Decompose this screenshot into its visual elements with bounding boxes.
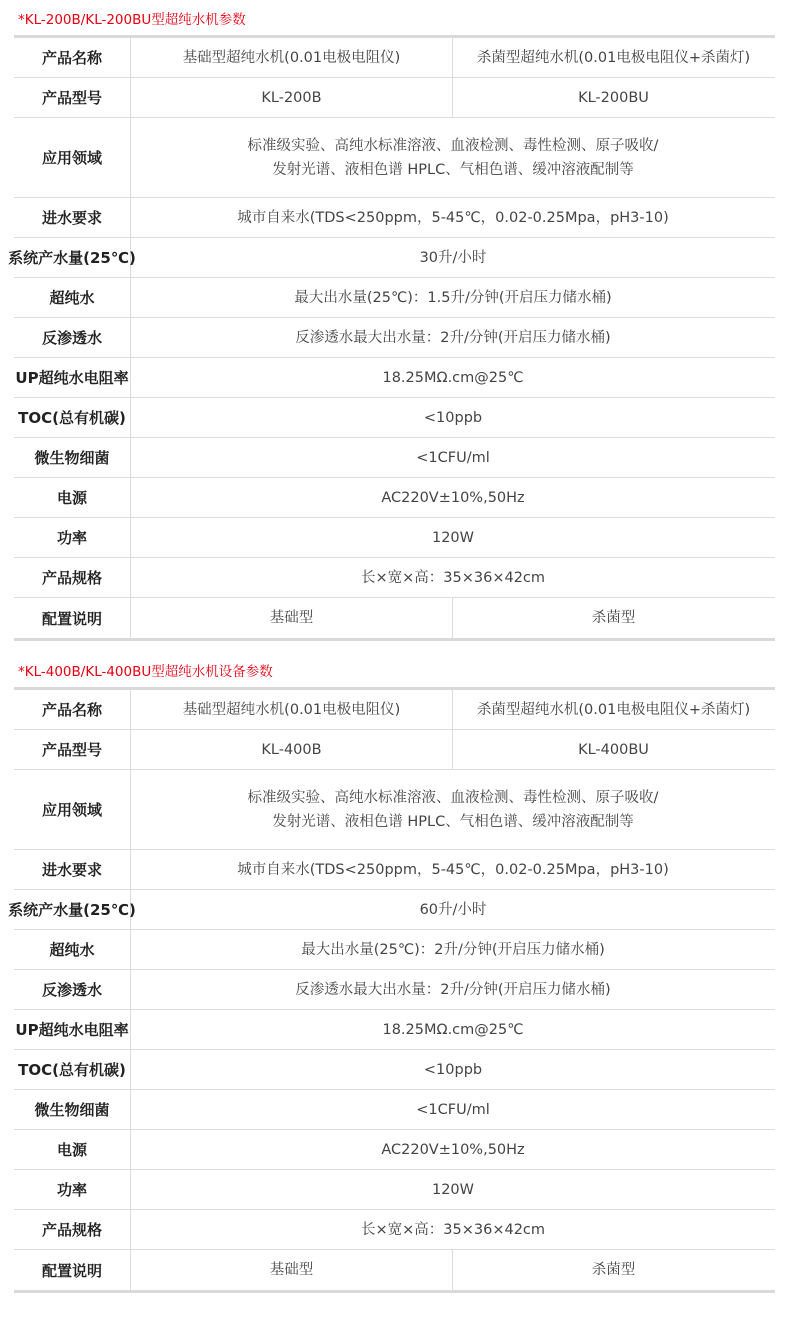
row-label: 系统产水量(25℃) xyxy=(14,890,131,929)
cell-value xyxy=(131,770,775,849)
row-label: 功率 xyxy=(14,1170,131,1209)
table-row-output xyxy=(8,890,775,930)
cell-value: <1CFU/ml xyxy=(416,449,490,466)
application-line-2: 发射光谱、液相色谱 HPLC、气相色谱、缓冲溶液配制等 xyxy=(272,813,634,830)
application-line-1: 标准级实验、高纯水标准溶液、血液检测、毒性检测、原子吸收/ xyxy=(247,789,659,806)
table-row-model xyxy=(14,730,775,770)
spec-table xyxy=(8,687,775,1293)
table-row-application xyxy=(14,118,775,198)
cell-value: 120W xyxy=(431,529,474,546)
table-row-size xyxy=(14,558,775,598)
row-label: 应用领域 xyxy=(14,770,131,849)
table-row-product-name xyxy=(14,690,775,730)
row-label: 电源 xyxy=(14,478,131,517)
cell-value: 30升/小时 xyxy=(419,249,487,266)
cell-value: 基础型 xyxy=(131,598,453,638)
row-label: 反渗透水 xyxy=(14,318,131,357)
section-title: *KL-400B/KL-400BU型超纯水机设备参数 xyxy=(18,664,273,680)
row-label: 进水要求 xyxy=(14,850,131,889)
cell-value: AC220V±10%,50Hz xyxy=(381,489,525,506)
row-label: 产品型号 xyxy=(14,78,131,117)
section-title: *KL-200B/KL-200BU型超纯水机参数 xyxy=(18,12,246,28)
row-label: TOC(总有机碳) xyxy=(14,1050,131,1089)
row-label: UP超纯水电阻率 xyxy=(14,358,131,397)
cell-value: 最大出水量(25℃)：2升/分钟(开启压力储水桶) xyxy=(301,941,605,958)
row-label: TOC(总有机碳) xyxy=(14,398,131,437)
cell-value: 基础型超纯水机(0.01电极电阻仪) xyxy=(131,690,453,729)
cell-value: KL-400BU xyxy=(578,741,649,758)
row-label: 系统产水量(25℃) xyxy=(14,238,131,277)
table-row-microbe xyxy=(14,438,775,478)
row-label: 进水要求 xyxy=(14,198,131,237)
cell-value: 杀菌型超纯水机(0.01电极电阻仪+杀菌灯) xyxy=(476,701,751,718)
cell-value: 最大出水量(25℃)：1.5升/分钟(开启压力储水桶) xyxy=(294,289,612,306)
application-line-1: 标准级实验、高纯水标准溶液、血液检测、毒性检测、原子吸收/ xyxy=(247,137,659,154)
application-line-2: 发射光谱、液相色谱 HPLC、气相色谱、缓冲溶液配制等 xyxy=(272,161,634,178)
table-row-power xyxy=(14,1170,775,1210)
table-row-inlet xyxy=(14,850,775,890)
cell-value: 反渗透水最大出水量：2升/分钟(开启压力储水桶) xyxy=(295,981,611,998)
row-label: 超纯水 xyxy=(14,930,131,969)
table-row-microbe xyxy=(14,1090,775,1130)
row-label: 产品名称 xyxy=(14,38,131,77)
cell-value: 120W xyxy=(431,1181,474,1198)
table-row-config xyxy=(14,1250,775,1290)
table-row-model xyxy=(14,78,775,118)
cell-value: KL-200BU xyxy=(578,89,649,106)
table-row-application xyxy=(14,770,775,850)
row-label: 微生物细菌 xyxy=(14,1090,131,1129)
table-row-product-name xyxy=(14,38,775,78)
row-label: 功率 xyxy=(14,518,131,557)
table-row-ultrapure xyxy=(14,278,775,318)
row-label: 产品型号 xyxy=(14,730,131,769)
table-row-resistivity xyxy=(14,358,775,398)
cell-value: 杀菌型超纯水机(0.01电极电阻仪+杀菌灯) xyxy=(476,49,751,66)
cell-value: 城市自来水(TDS<250ppm，5-45℃，0.02-0.25Mpa，pH3-10) xyxy=(237,209,669,226)
cell-value: <10ppb xyxy=(423,1061,483,1078)
cell-value: 杀菌型 xyxy=(591,610,636,626)
cell-value: <1CFU/ml xyxy=(416,1101,490,1118)
row-label: 电源 xyxy=(14,1130,131,1169)
cell-value: 18.25MΩ.cm@25℃ xyxy=(382,369,524,386)
spec-table xyxy=(8,35,775,641)
row-label: 产品名称 xyxy=(14,690,131,729)
cell-value xyxy=(131,118,775,197)
table-row-config xyxy=(14,598,775,638)
table-row-ultrapure xyxy=(14,930,775,970)
row-label: 反渗透水 xyxy=(14,970,131,1009)
cell-value: 18.25MΩ.cm@25℃ xyxy=(382,1021,524,1038)
cell-value: 基础型 xyxy=(131,1250,453,1290)
cell-value: KL-200B xyxy=(131,78,453,117)
table-row-ro xyxy=(14,970,775,1010)
table-row-inlet xyxy=(14,198,775,238)
row-label: 超纯水 xyxy=(14,278,131,317)
table-row-power xyxy=(14,518,775,558)
row-label: UP超纯水电阻率 xyxy=(14,1010,131,1049)
cell-value: <10ppb xyxy=(423,409,483,426)
cell-value: AC220V±10%,50Hz xyxy=(381,1141,525,1158)
cell-value: 长×宽×高：35×36×42cm xyxy=(360,1221,546,1238)
cell-value: 城市自来水(TDS<250ppm，5-45℃，0.02-0.25Mpa，pH3-10) xyxy=(237,861,669,878)
row-label: 微生物细菌 xyxy=(14,438,131,477)
table-row-power-supply xyxy=(14,478,775,518)
cell-value: 反渗透水最大出水量：2升/分钟(开启压力储水桶) xyxy=(295,329,611,346)
table-row-size xyxy=(14,1210,775,1250)
table-row-output xyxy=(8,238,775,278)
row-label: 产品规格 xyxy=(14,1210,131,1249)
table-row-resistivity xyxy=(14,1010,775,1050)
cell-value: 基础型超纯水机(0.01电极电阻仪) xyxy=(131,38,453,77)
row-label: 配置说明 xyxy=(14,598,131,638)
row-label: 应用领域 xyxy=(14,118,131,197)
row-label: 配置说明 xyxy=(14,1250,131,1290)
cell-value: KL-400B xyxy=(131,730,453,769)
cell-value: 60升/小时 xyxy=(419,901,487,918)
row-label: 产品规格 xyxy=(14,558,131,597)
table-row-toc xyxy=(14,398,775,438)
table-row-ro xyxy=(14,318,775,358)
table-row-toc xyxy=(14,1050,775,1090)
cell-value: 杀菌型 xyxy=(591,1262,636,1278)
cell-value: 长×宽×高：35×36×42cm xyxy=(360,569,546,586)
table-row-power-supply xyxy=(14,1130,775,1170)
